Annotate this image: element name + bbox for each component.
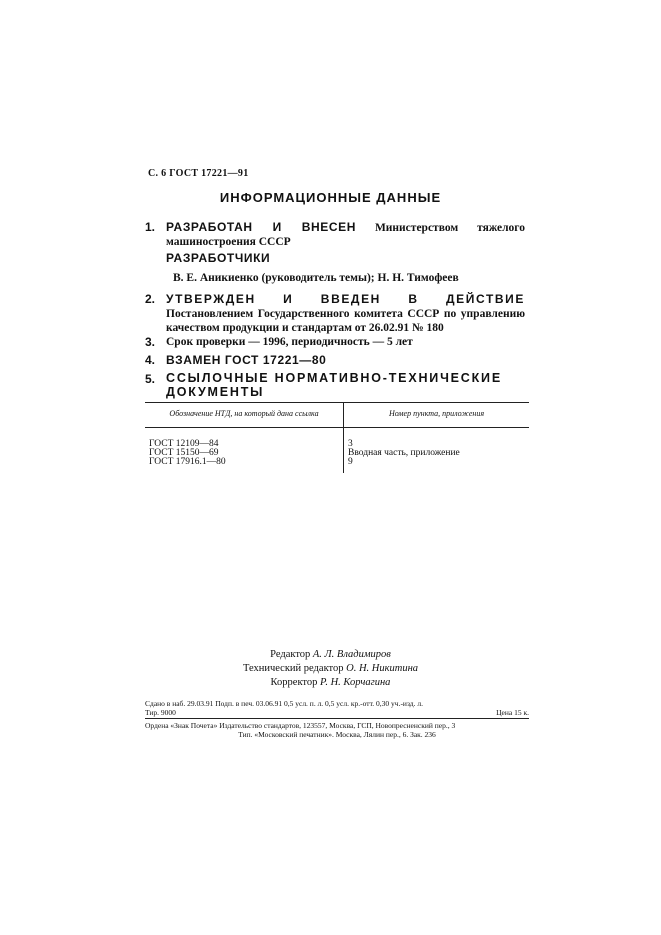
- table-row: [145, 458, 529, 473]
- corrector-role: Корректор: [270, 677, 318, 688]
- publisher-line: Ордена «Знак Почета» Издательство стандартов, 123557, Москва, ГСП, Новопресненский пер., 3: [145, 721, 456, 730]
- imprint-block: [145, 699, 529, 717]
- item-5: [145, 372, 529, 400]
- item-2: [145, 292, 525, 335]
- reference-table: [145, 402, 529, 473]
- imprint-divider: [145, 718, 529, 719]
- table-cell-clause: 3: [348, 439, 353, 449]
- table-cell-clause: Вводная часть, приложение: [348, 448, 460, 458]
- tech-editor-line: [0, 662, 661, 676]
- developers-list: В. Е. Аникиенко (руководитель темы); Н. Н. Тимофеев: [173, 272, 459, 284]
- imprint-circulation: Тир. 9000: [145, 708, 176, 717]
- table-header-ntd: Обозначение НТД, на который дана ссылка: [145, 403, 344, 428]
- item-3-text: Срок проверки — 1996, периодичность — 5 лет: [166, 336, 413, 348]
- item-3: [145, 335, 525, 349]
- publisher-block: [145, 721, 529, 739]
- printer-line: Тип. «Московский печатник». Москва, Лялин пер., 6. Зак. 236: [238, 730, 436, 739]
- imprint-line-1: Сдано в наб. 29.03.91 Подп. в печ. 03.06.91 0,5 усл. п. л. 0,5 усл. кр.-отт. 0,30 уч.-изд. л.: [145, 699, 423, 708]
- item-2-text: Постановлением Государственного комитета СССР по управлению качеством продукции и стандартам от 26.02.91 № 180: [166, 308, 525, 334]
- item-1: [145, 220, 525, 249]
- page-header: С. 6 ГОСТ 17221—91: [148, 168, 249, 179]
- item-3-number: 3.: [145, 335, 156, 349]
- imprint-price: Цена 15 к.: [496, 708, 529, 717]
- corrector-name: Р. Н. Корчагина: [319, 677, 391, 688]
- developers-heading: РАЗРАБОТЧИКИ: [166, 251, 271, 265]
- table-cell-clause: 9: [348, 457, 353, 467]
- page-title: ИНФОРМАЦИОННЫЕ ДАННЫЕ: [219, 190, 442, 205]
- item-1-number: 1.: [145, 220, 156, 234]
- item-5-caps: ССЫЛОЧНЫЕ НОРМАТИВНО-ТЕХНИЧЕСКИЕ ДОКУМЕНТЫ: [166, 371, 502, 399]
- item-5-number: 5.: [145, 372, 156, 386]
- table-header-clause: Номер пункта, приложения: [344, 403, 530, 428]
- editor-role: Редактор: [270, 649, 311, 660]
- item-4-number: 4.: [145, 353, 156, 367]
- table-cell-ntd: ГОСТ 15150—69: [145, 449, 344, 458]
- corrector-line: [0, 676, 661, 690]
- tech-editor-role: Технический редактор: [242, 663, 344, 674]
- editor-line: [0, 648, 661, 662]
- item-2-caps: УТВЕРЖДЕН И ВВЕДЕН В ДЕЙСТВИЕ: [166, 292, 525, 306]
- tech-editor-name: О. Н. Никитина: [346, 663, 419, 674]
- item-4: [145, 353, 525, 368]
- item-1-text: Министерством тяжелого машиностроения СССР: [166, 222, 525, 248]
- table-cell-ntd: ГОСТ 17916.1—80: [145, 458, 344, 473]
- item-4-caps: ВЗАМЕН ГОСТ 17221—80: [166, 353, 327, 367]
- editor-name: А. Л. Владимиров: [312, 649, 391, 660]
- item-2-number: 2.: [145, 292, 156, 306]
- table-cell-ntd: ГОСТ 12109—84: [145, 428, 344, 450]
- table-row: [145, 428, 529, 450]
- item-1-caps: РАЗРАБОТАН И ВНЕСЕН: [166, 220, 357, 234]
